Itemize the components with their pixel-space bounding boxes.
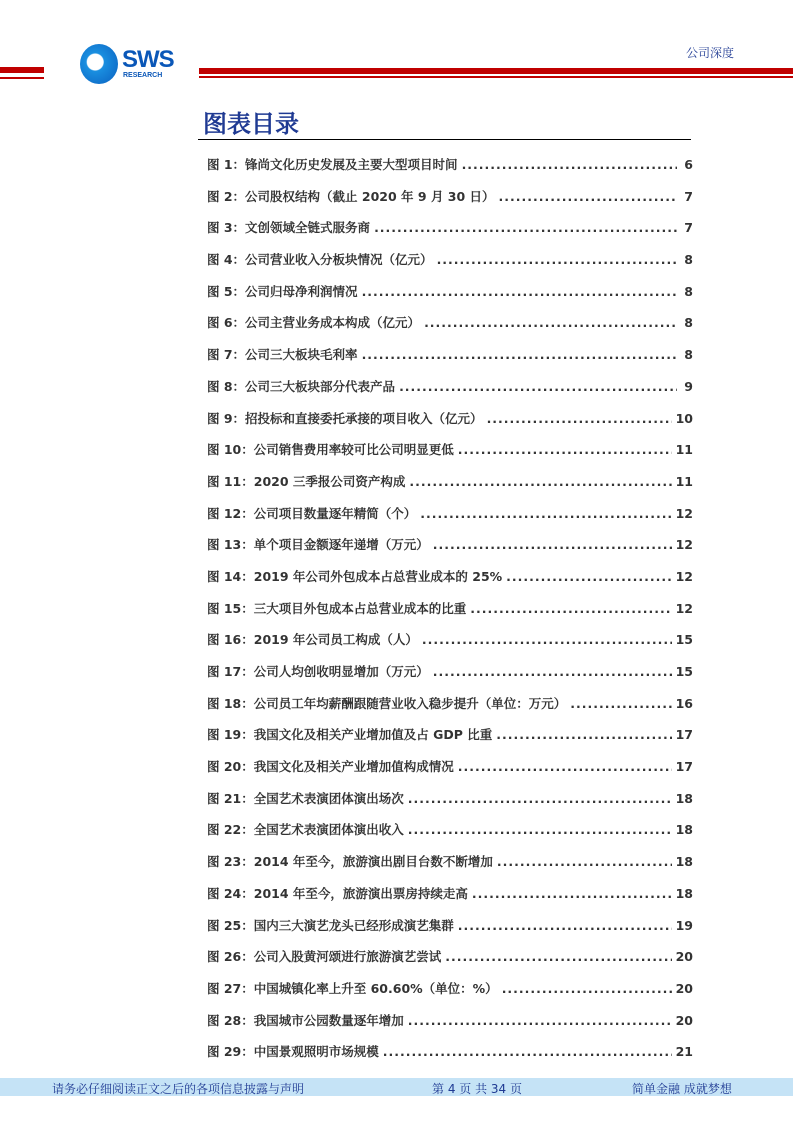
toc-entry-page: 8 xyxy=(684,315,693,331)
toc-entry-label: 图 15：三大项目外包成本占总营业成本的比重 xyxy=(207,600,467,616)
toc-entry[interactable] xyxy=(207,282,693,314)
toc-entry[interactable] xyxy=(207,567,693,599)
dot-leader xyxy=(408,1013,672,1028)
logo-text: SWS xyxy=(122,46,174,73)
toc-entry[interactable] xyxy=(207,884,693,916)
toc-entry-page: 8 xyxy=(684,347,693,363)
dot-leader xyxy=(422,632,672,647)
dot-leader xyxy=(408,791,672,806)
dot-leader xyxy=(420,506,671,521)
toc-entry[interactable] xyxy=(207,535,693,567)
toc-entry-page: 17 xyxy=(675,727,693,743)
toc-entry-label: 图 16：2019 年公司员工构成（人） xyxy=(207,632,418,648)
header-rule xyxy=(0,67,44,73)
toc-entry-page: 20 xyxy=(675,949,693,965)
toc-entry[interactable] xyxy=(207,250,693,282)
toc-entry-label: 图 11：2020 三季报公司资产构成 xyxy=(207,473,406,489)
toc-entry-label: 图 5：公司归母净利润情况 xyxy=(207,283,358,299)
header-rule xyxy=(199,76,793,78)
toc-entry-label: 图 18：公司员工年均薪酬跟随营业收入稳步提升（单位：万元） xyxy=(207,695,567,711)
toc-entry-label: 图 25：国内三大演艺龙头已经形成演艺集群 xyxy=(207,917,454,933)
dot-leader xyxy=(458,442,672,457)
footer-page-info: 第 4 页 共 34 页 xyxy=(432,1082,522,1096)
toc-entry-label: 图 2：公司股权结构（截止 2020 年 9 月 30 日） xyxy=(207,188,495,204)
toc-entry-label: 图 10：公司销售费用率较可比公司明显更低 xyxy=(207,442,454,458)
dot-leader xyxy=(433,537,672,552)
toc-entry[interactable] xyxy=(207,852,693,884)
dot-leader xyxy=(408,822,672,837)
toc-entry[interactable] xyxy=(207,630,693,662)
dot-leader xyxy=(383,1044,672,1059)
table-of-figures xyxy=(207,155,693,1074)
dot-leader xyxy=(502,981,672,996)
dot-leader xyxy=(399,379,677,394)
dot-leader xyxy=(458,918,672,933)
toc-entry[interactable] xyxy=(207,789,693,821)
toc-entry-label: 图 21：全国艺术表演团体演出场次 xyxy=(207,790,404,806)
toc-entry-page: 21 xyxy=(675,1044,693,1060)
toc-entry-label: 图 3：文创领域全链式服务商 xyxy=(207,220,371,236)
toc-entry-label: 图 13：单个项目金额逐年递增（万元） xyxy=(207,537,429,553)
toc-entry[interactable] xyxy=(207,1011,693,1043)
toc-entry[interactable] xyxy=(207,757,693,789)
toc-entry[interactable] xyxy=(207,377,693,409)
dot-leader xyxy=(462,157,677,172)
dot-leader xyxy=(499,189,677,204)
toc-entry[interactable] xyxy=(207,694,693,726)
toc-entry-label: 图 19：我国文化及相关产业增加值及占 GDP 比重 xyxy=(207,727,493,743)
toc-entry[interactable] xyxy=(207,440,693,472)
toc-entry[interactable] xyxy=(207,155,693,187)
toc-entry[interactable] xyxy=(207,472,693,504)
toc-entry[interactable] xyxy=(207,916,693,948)
toc-entry-page: 16 xyxy=(675,695,693,711)
toc-entry-page: 10 xyxy=(675,410,693,426)
footer-disclaimer: 请务必仔细阅读正文之后的各项信息披露与声明 xyxy=(52,1082,305,1096)
toc-entry-page: 8 xyxy=(684,283,693,299)
header-rule xyxy=(0,77,44,79)
dot-leader xyxy=(506,569,671,584)
toc-entry-page: 7 xyxy=(684,220,693,236)
toc-entry-label: 图 1：锋尚文化历史发展及主要大型项目时间 xyxy=(207,157,458,172)
toc-entry[interactable] xyxy=(207,662,693,694)
dot-leader xyxy=(496,727,671,742)
toc-entry-label: 图 23：2014 年至今，旅游演出剧目台数不断增加 xyxy=(207,854,493,870)
toc-entry[interactable] xyxy=(207,409,693,441)
dot-leader xyxy=(472,886,672,901)
toc-entry[interactable] xyxy=(207,504,693,536)
toc-entry[interactable] xyxy=(207,313,693,345)
footer xyxy=(0,1078,793,1096)
toc-entry-label: 图 29：中国景观照明市场规模 xyxy=(207,1044,379,1060)
footer-slogan: 简单金融 成就梦想 xyxy=(632,1082,732,1096)
toc-entry-label: 图 24：2014 年至今，旅游演出票房持续走高 xyxy=(207,885,468,901)
toc-entry-label: 图 27：中国城镇化率上升至 60.60%（单位：%） xyxy=(207,980,498,996)
toc-entry[interactable] xyxy=(207,820,693,852)
toc-entry-page: 11 xyxy=(675,473,693,489)
toc-entry-page: 12 xyxy=(675,568,693,584)
dot-leader xyxy=(458,759,672,774)
dot-leader xyxy=(433,664,672,679)
dot-leader xyxy=(570,696,671,711)
toc-entry-label: 图 28：我国城市公园数量逐年增加 xyxy=(207,1012,404,1028)
dot-leader xyxy=(470,601,671,616)
toc-entry[interactable] xyxy=(207,599,693,631)
toc-entry-label: 图 6：公司主营业务成本构成（亿元） xyxy=(207,315,421,331)
toc-entry-label: 图 7：公司三大板块毛利率 xyxy=(207,347,358,363)
toc-entry-page: 12 xyxy=(675,600,693,616)
toc-entry-label: 图 14：2019 年公司外包成本占总营业成本的 25% xyxy=(207,568,503,584)
report-type: 公司深度 xyxy=(686,46,735,60)
dot-leader xyxy=(424,315,677,330)
logo-mark-icon xyxy=(80,44,118,84)
dot-leader xyxy=(497,854,672,869)
toc-entry-label: 图 22：全国艺术表演团体演出收入 xyxy=(207,822,404,838)
toc-entry[interactable] xyxy=(207,725,693,757)
toc-entry-label: 图 20：我国文化及相关产业增加值构成情况 xyxy=(207,759,454,775)
toc-entry-page: 18 xyxy=(675,854,693,870)
page-title: 图表目录 xyxy=(203,110,299,138)
sws-logo xyxy=(80,44,190,86)
toc-entry-page: 15 xyxy=(675,632,693,648)
toc-entry-page: 18 xyxy=(675,790,693,806)
toc-entry-page: 18 xyxy=(675,822,693,838)
title-divider xyxy=(198,139,691,140)
toc-entry[interactable] xyxy=(207,1042,693,1074)
header-rule xyxy=(199,68,793,74)
toc-entry-page: 6 xyxy=(684,157,693,172)
toc-entry-label: 图 17：公司人均创收明显增加（万元） xyxy=(207,664,429,679)
toc-entry-page: 12 xyxy=(675,537,693,553)
toc-entry-page: 18 xyxy=(675,885,693,901)
dot-leader xyxy=(362,347,677,362)
toc-entry-label: 图 12：公司项目数量逐年精简（个） xyxy=(207,505,417,521)
toc-entry[interactable] xyxy=(207,979,693,1011)
dot-leader xyxy=(437,252,677,267)
toc-entry[interactable] xyxy=(207,187,693,219)
toc-entry-page: 19 xyxy=(675,917,693,933)
toc-entry-label: 图 26：公司入股黄河颂进行旅游演艺尝试 xyxy=(207,949,442,965)
toc-entry-page: 20 xyxy=(675,1012,693,1028)
toc-entry-page: 15 xyxy=(675,664,693,679)
toc-entry-label: 图 8：公司三大板块部分代表产品 xyxy=(207,378,396,394)
toc-entry-page: 20 xyxy=(675,980,693,996)
dot-leader xyxy=(487,411,672,426)
logo-subtext: RESEARCH xyxy=(123,72,163,79)
toc-entry-label: 图 9：招投标和直接委托承接的项目收入（亿元） xyxy=(207,410,483,426)
dot-leader xyxy=(362,284,677,299)
dot-leader xyxy=(409,474,671,489)
toc-entry[interactable] xyxy=(207,947,693,979)
dot-leader xyxy=(374,220,677,235)
dot-leader xyxy=(445,949,671,964)
toc-entry-page: 17 xyxy=(675,759,693,775)
toc-entry-page: 11 xyxy=(675,442,693,458)
toc-entry-page: 7 xyxy=(684,188,693,204)
toc-entry[interactable] xyxy=(207,345,693,377)
toc-entry-page: 8 xyxy=(684,252,693,268)
toc-entry-page: 9 xyxy=(684,378,693,394)
toc-entry[interactable] xyxy=(207,218,693,250)
toc-entry-label: 图 4：公司营业收入分板块情况（亿元） xyxy=(207,252,433,268)
toc-entry-page: 12 xyxy=(675,505,693,521)
